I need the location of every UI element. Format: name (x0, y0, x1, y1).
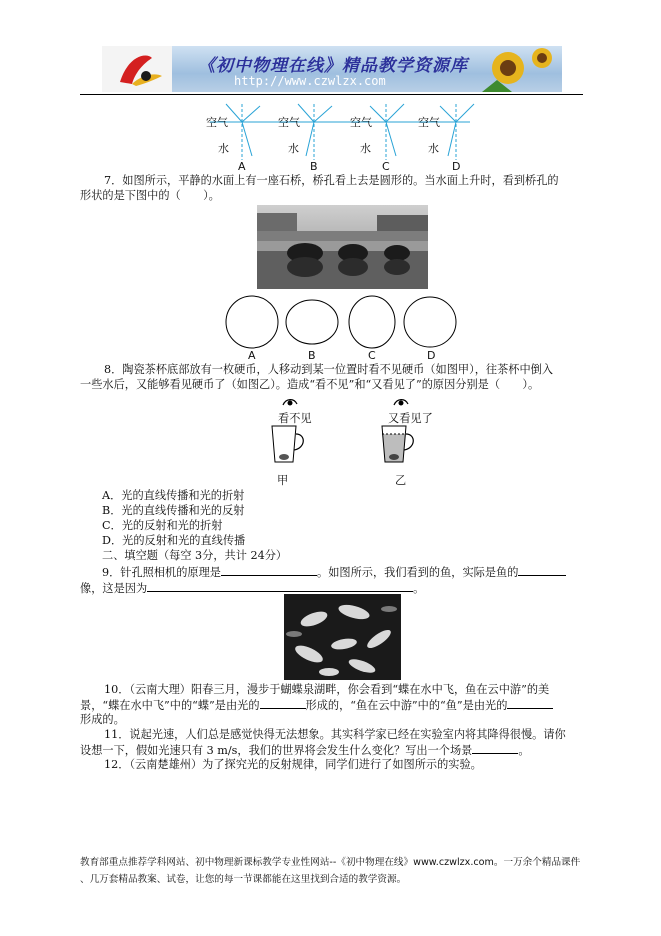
cup-label-jia: 甲 (277, 474, 289, 487)
coin-icon-b (389, 454, 399, 460)
q7-label-c: C (368, 349, 376, 362)
air-label-b: 空气 (278, 116, 300, 129)
q10-text-b: 形成的，“鱼在云中游”中的“鱼”是由光的 (305, 699, 508, 712)
q10-line1: 10．（云南大理）阳春三月，漫步于蝴蝶泉湖畔，你会看到“蝶在水中飞，鱼在云中游”的美 (104, 683, 550, 696)
q7-shape-c (349, 296, 395, 348)
q9-text-3: 像，这是因为 (80, 582, 148, 595)
q11-line1: 11．说起光速，人们总是感觉快得无法想象。其实科学家已经在实验室内将其降得很慢。请你 (104, 728, 566, 741)
banner-title: 《初中物理在线》精品教学资源库 (198, 56, 468, 76)
can-see-label: 又看见了 (388, 412, 433, 425)
q8-line1: 8．陶瓷茶杯底部放有一枚硬币，人移动到某一位置时看不见硬币（如图甲），往茶杯中倒入 (104, 363, 554, 376)
cup-empty (266, 424, 308, 466)
water-label-a: 水 (218, 142, 229, 155)
q7-shape-options (224, 294, 460, 352)
q8-option-d: D．光的反射和光的直线传播 (102, 534, 246, 547)
q11-blank[interactable] (472, 742, 518, 754)
air-label-a: 空气 (206, 116, 228, 129)
eye-icon-b (393, 396, 409, 408)
fish-photo (284, 594, 401, 680)
air-label-c: 空气 (350, 116, 372, 129)
q11-text-a: 设想一下，假如光速只有 3 m/s，我们的世界将会发生什么变化？写出一个场景 (80, 744, 473, 757)
cup-with-water (376, 424, 418, 466)
option-label-a: A (238, 160, 246, 173)
footer-line1: 教育部重点推荐学科网站、初中物理新课标教学专业性网站--《初中物理在线》www.czwlzx.com。一万余个精品课件 (80, 857, 581, 868)
q7-label-d: D (427, 349, 436, 362)
q8-option-c: C．光的反射和光的折射 (102, 519, 223, 532)
q10-text-a: 景，“蝶在水中飞”中的“蝶”是由光的 (80, 699, 260, 712)
q9-text-4: 。 (413, 582, 425, 595)
water-label-c: 水 (360, 142, 371, 155)
q10-blank-1[interactable] (260, 697, 306, 709)
q7-label-a: A (248, 349, 256, 362)
q7-shape-a (226, 296, 278, 348)
q8-option-b: B．光的直线传播和光的反射 (102, 504, 245, 517)
q10-line3: 形成的。 (80, 713, 125, 726)
q9-blank-3[interactable] (147, 580, 413, 592)
q9-blank-2[interactable] (518, 564, 566, 576)
cup-label-yi: 乙 (395, 474, 407, 487)
q9-line1 (102, 564, 566, 580)
q10-blank-2[interactable] (507, 697, 553, 709)
option-label-c: C (382, 160, 390, 173)
option-label-d: D (452, 160, 461, 173)
q11-text-b: 。 (518, 744, 530, 757)
q7-label-b: B (308, 349, 316, 362)
q10-line2 (80, 697, 553, 713)
q9-text-1: 9．针孔照相机的原理是 (102, 566, 221, 579)
footer-line2: 、几万套精品教案、试卷，让您的每一节课都能在这里找到合适的教学资源。 (80, 874, 407, 885)
banner-url[interactable]: http://www.czwlzx.com (234, 74, 386, 88)
refraction-diagrams (200, 100, 490, 172)
coin-icon (279, 454, 289, 460)
water-label-b: 水 (288, 142, 299, 155)
q12-line1: 12．（云南楚雄州）为了探究光的反射规律，同学们进行了如图所示的实验。 (104, 758, 482, 771)
air-label-d: 空气 (418, 116, 440, 129)
option-label-b: B (310, 160, 318, 173)
water-label-d: 水 (428, 142, 439, 155)
q9-text-2: 。如图所示，我们看到的鱼，实际是鱼的 (317, 566, 519, 579)
q7-shape-d (404, 297, 456, 347)
q7-shape-b (286, 300, 338, 344)
q8-option-a: A．光的直线传播和光的折射 (102, 489, 245, 502)
header-banner (102, 46, 562, 92)
q8-line2: 一些水后，又能够看见硬币了（如图乙）。造成“看不见”和“又看见了”的原因分别是（ ）。 (80, 378, 540, 391)
q7-line1: 7．如图所示，平静的水面上有一座石桥，桥孔看上去是圆形的。当水面上升时，看到桥孔的 (104, 174, 559, 187)
header-rule (80, 94, 583, 95)
q7-line2: 形状的是下图中的（ ）。 (80, 189, 220, 202)
cannot-see-label: 看不见 (278, 412, 312, 425)
eye-icon-a (282, 396, 298, 408)
stone-bridge-photo (257, 205, 428, 289)
section2-title: 二、填空题（每空 3分，共计 24分） (102, 549, 288, 562)
q9-blank-1[interactable] (221, 564, 317, 576)
q11-line2 (80, 742, 530, 758)
